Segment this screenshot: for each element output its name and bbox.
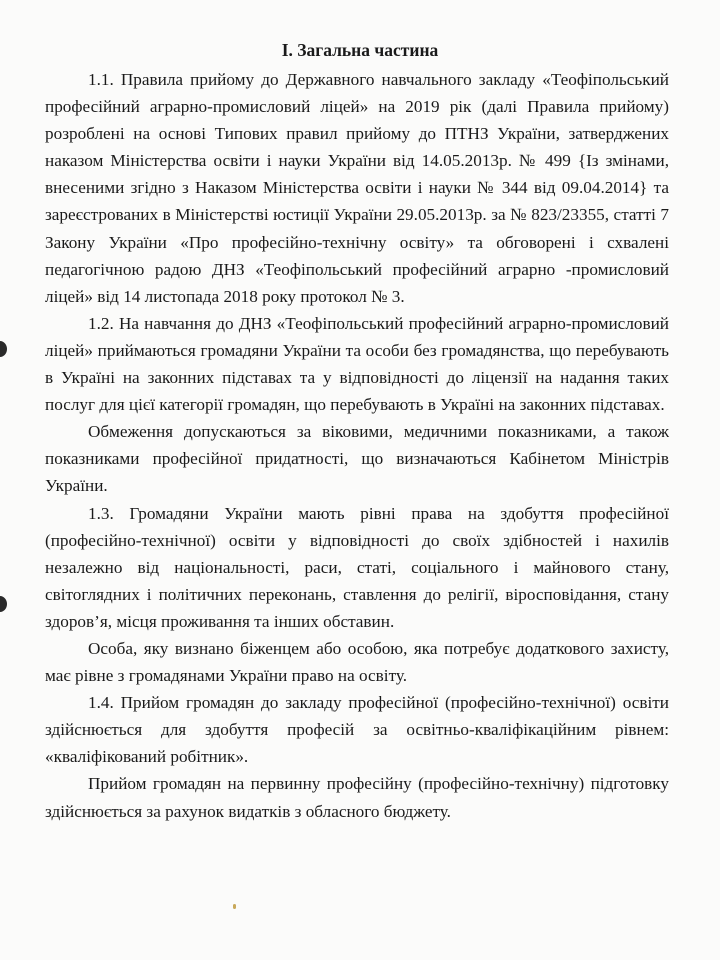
binder-hole-mark: [0, 596, 7, 612]
paragraph-1-1: 1.1. Правила прийому до Державного навчального закладу «Теофіпольський професійний аграрно-промисловий ліцей» на 2019 рік (далі Правила прийому) розроблені на основі Типових правил прийому до ПТНЗ України, затверджених наказом Міністерства освіти і науки України від 14.05.2013р. № 499 {Із змінами, внесеними згідно з Наказом Міністерства освіти і науки № 344 від 09.04.2014} та зареєстрованих в Міністерстві юстиції України 29.05.2013р. за № 823/23355, статті 7 Закону України «Про професійно-технічну освіту» та обговорені і схвалені педагогічною радою ДНЗ «Теофіпольський професійний аграрно -промисловий ліцей» від 14 листопада 2018 року протокол № 3.: [45, 70, 669, 306]
section-heading: І. Загальна частина: [281, 40, 439, 60]
document-body: [45, 66, 669, 825]
paragraph-refugees: Особа, яку визнано біженцем або особою, яка потребує додаткового захисту, має рівне з громадянами України право на освіту.: [45, 638, 669, 686]
paragraph-1-4: 1.4. Прийом громадян до закладу професійної (професійно-технічної) освіти здійснюється для здобуття професій за освітньо-кваліфікаційним рівнем: «кваліфікований робітник».: [45, 693, 669, 767]
paragraph-1-2: 1.2. На навчання до ДНЗ «Теофіпольський професійний аграрно-промисловий ліцей» приймаються громадяни України та особи без громадянства, що перебувають в Україні на законних підставах та у відповідності до ліцензії на надання таких послуг для цієї категорії громадян, що перебувають в Україні на законних підставах.: [45, 313, 669, 415]
paper-speck: [233, 904, 236, 909]
binder-hole-mark: [0, 341, 7, 357]
paragraph-funding: Прийом громадян на первинну професійну (професійно-технічну) підготовку здійснюється за рахунок видатків з обласного бюджету.: [45, 774, 669, 821]
paragraph-1-3: 1.3. Громадяни України мають рівні права на здобуття професійної (професійно-технічної) освіти у відповідності до своїх здібностей і нахилів незалежно від національності, раси, статі, соціального і майнового стану, світоглядних і політичних переконань, ставлення до релігії, віросповідання, стану здоров’я, місця проживання та інших обставин.: [45, 503, 669, 631]
paragraph-restrictions: Обмеження допускаються за віковими, медичними показниками, а також показниками професійної придатності, що визначаються Кабінетом Міністрів України.: [45, 422, 669, 496]
